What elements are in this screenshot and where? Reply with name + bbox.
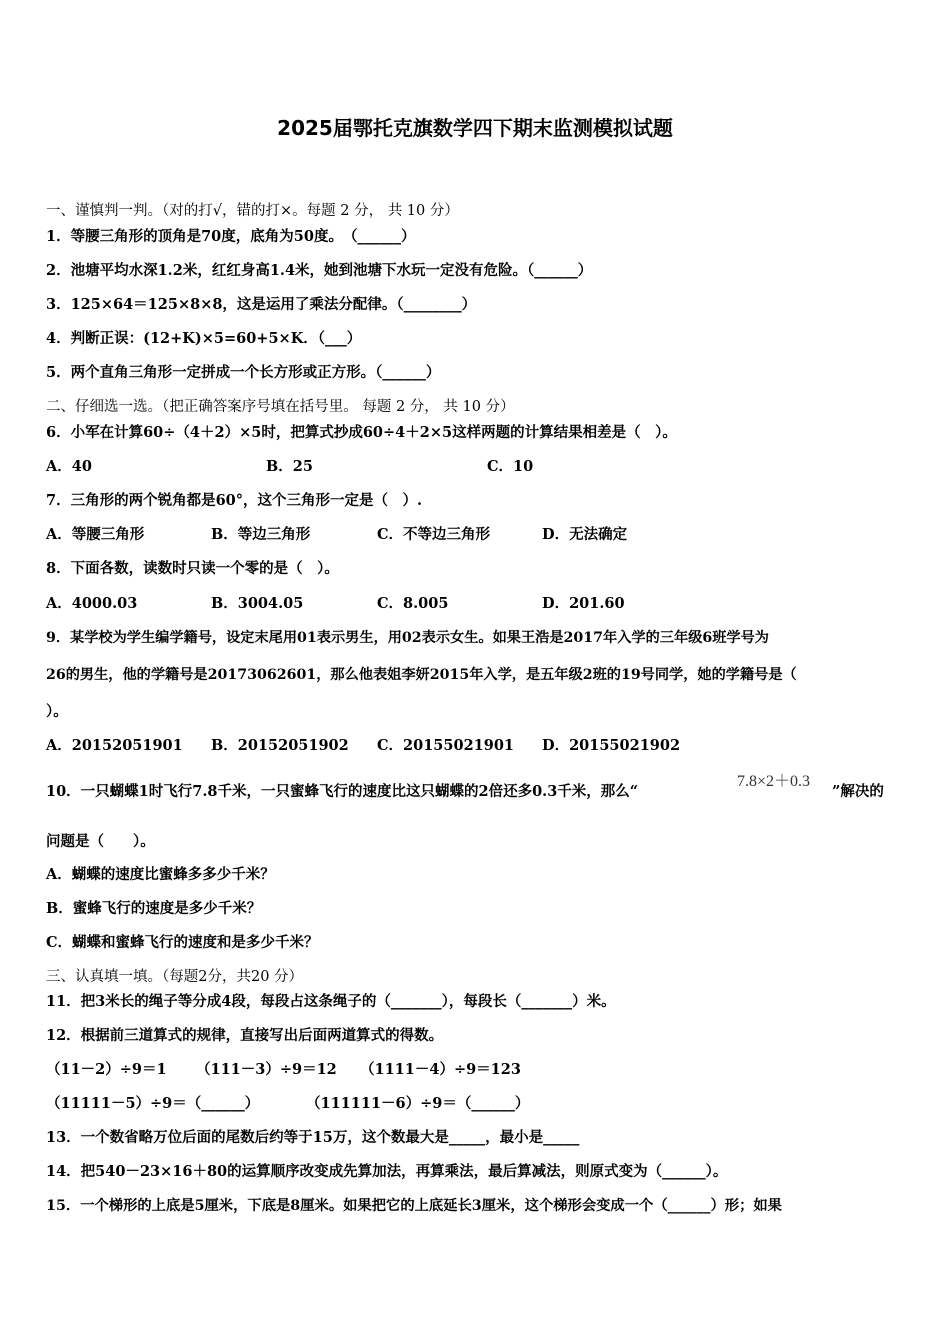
page-title: 2025届鄂托克旗数学四下期末监测模拟试题 [277,116,673,140]
question-10-line-1: 10．一只蝴蝶1时飞行7.8千米，一只蜜蜂飞行的速度比这只蝴蝶的2倍还多0.3千米，那么“ [46,783,639,800]
q12-formula-3: （1111－4）÷9＝123 [360,1061,521,1078]
q10-option-b: B．蜜蜂飞行的速度是多少千米？ [46,900,262,917]
q6-option-a: A．40 [46,458,92,475]
q8-option-d: D．201.60 [542,595,625,612]
question-1: 1．等腰三角形的顶角是70度，底角为50度。 （______） [46,228,416,245]
q9-option-d: D．20155021902 [542,737,681,754]
q9-option-a: A．20152051901 [46,737,183,754]
question-9-line-2: 26的男生，他的学籍号是20173062601，那么他表姐李妍2015年入学，是五年级2班的19号同学，她的学籍号是（ [46,667,797,683]
q12-formula-4: （11111－5）÷9＝（______） [46,1095,260,1112]
q12-formula-1: （11－2）÷9＝1 [46,1061,167,1078]
question-15: 15．一个梯形的上底是5厘米，下底是8厘米。如果把它的上底延长3厘米，这个梯形会变成一个（______）形；如果 [46,1198,782,1214]
question-8: 8．下面各数，读数时只读一个零的是（ ）。 [46,560,339,577]
question-4: 4．判断正误：(12+K)×5=60+5×K．（___） [46,330,362,347]
question-13: 13．一个数省略万位后面的尾数后约等于15万，这个数最大是_____，最小是_____ [46,1129,580,1146]
q12-formula-5: （111111－6）÷9＝（______） [306,1095,530,1112]
question-12: 12．根据前三道算式的规律，直接写出后面两道算式的得数。 [46,1027,444,1044]
q8-option-c: C．8.005 [377,595,449,612]
q10-expression: 7.8×2＋0.3 [737,773,811,790]
question-11: 11．把3米长的绳子等分成4段，每段占这条绳子的（_______），每段长（_______）米。 [46,993,616,1010]
q8-option-b: B．3004.05 [211,595,304,612]
question-5: 5．两个直角三角形一定拼成一个长方形或正方形。（______） [46,364,441,381]
q10-option-c: C．蝴蝶和蜜蜂飞行的速度和是多少千米？ [46,934,319,951]
section-1-heading: 一、谨慎判一判。（对的打√，错的打×。每题 2 分， 共 10 分） [46,203,459,219]
question-7: 7．三角形的两个锐角都是60°，这个三角形一定是（ ）. [46,492,423,509]
question-6: 6．小军在计算60÷（4＋2）×5时，把算式抄成60÷4＋2×5这样两题的计算结果相差是（ ）。 [46,424,677,441]
question-10-line-1-end: ”解决的 [832,783,884,800]
q7-option-c: C．不等边三角形 [377,526,491,543]
section-3-heading: 三、认真填一填。（每题2分，共20 分） [46,969,304,985]
q8-option-a: A．4000.03 [46,595,138,612]
question-14: 14．把540－23×16＋80的运算顺序改变成先算加法，再算乘法，最后算减法，则原式变为（______）。 [46,1163,728,1180]
q12-formula-2: （111－3）÷9＝12 [196,1061,337,1078]
q7-option-a: A．等腰三角形 [46,526,145,543]
q7-option-b: B．等边三角形 [211,526,311,543]
question-3: 3．125×64＝125×8×8，这是运用了乘法分配律。（________） [46,296,477,313]
question-9-line-1: 9．某学校为学生编学籍号，设定末尾用01表示男生，用02表示女生。如果王浩是2017年入学的三年级6班学号为 [46,630,769,646]
question-2: 2．池塘平均水深1.2米，红红身高1.4米，她到池塘下水玩一定没有危险。（______） [46,262,593,279]
q9-option-c: C．20155021901 [377,737,515,754]
q9-option-b: B．20152051902 [211,737,349,754]
question-9-line-3: ）。 [46,703,68,720]
q7-option-d: D．无法确定 [542,526,628,543]
q6-option-b: B．25 [266,458,313,475]
section-2-heading: 二、仔细选一选。（把正确答案序号填在括号里。 每题 2 分， 共 10 分） [46,399,515,415]
q6-option-c: C．10 [487,458,534,475]
question-10-line-2: 问题是（ ）。 [46,833,155,850]
q10-option-a: A．蝴蝶的速度比蜜蜂多多少千米？ [46,866,275,883]
